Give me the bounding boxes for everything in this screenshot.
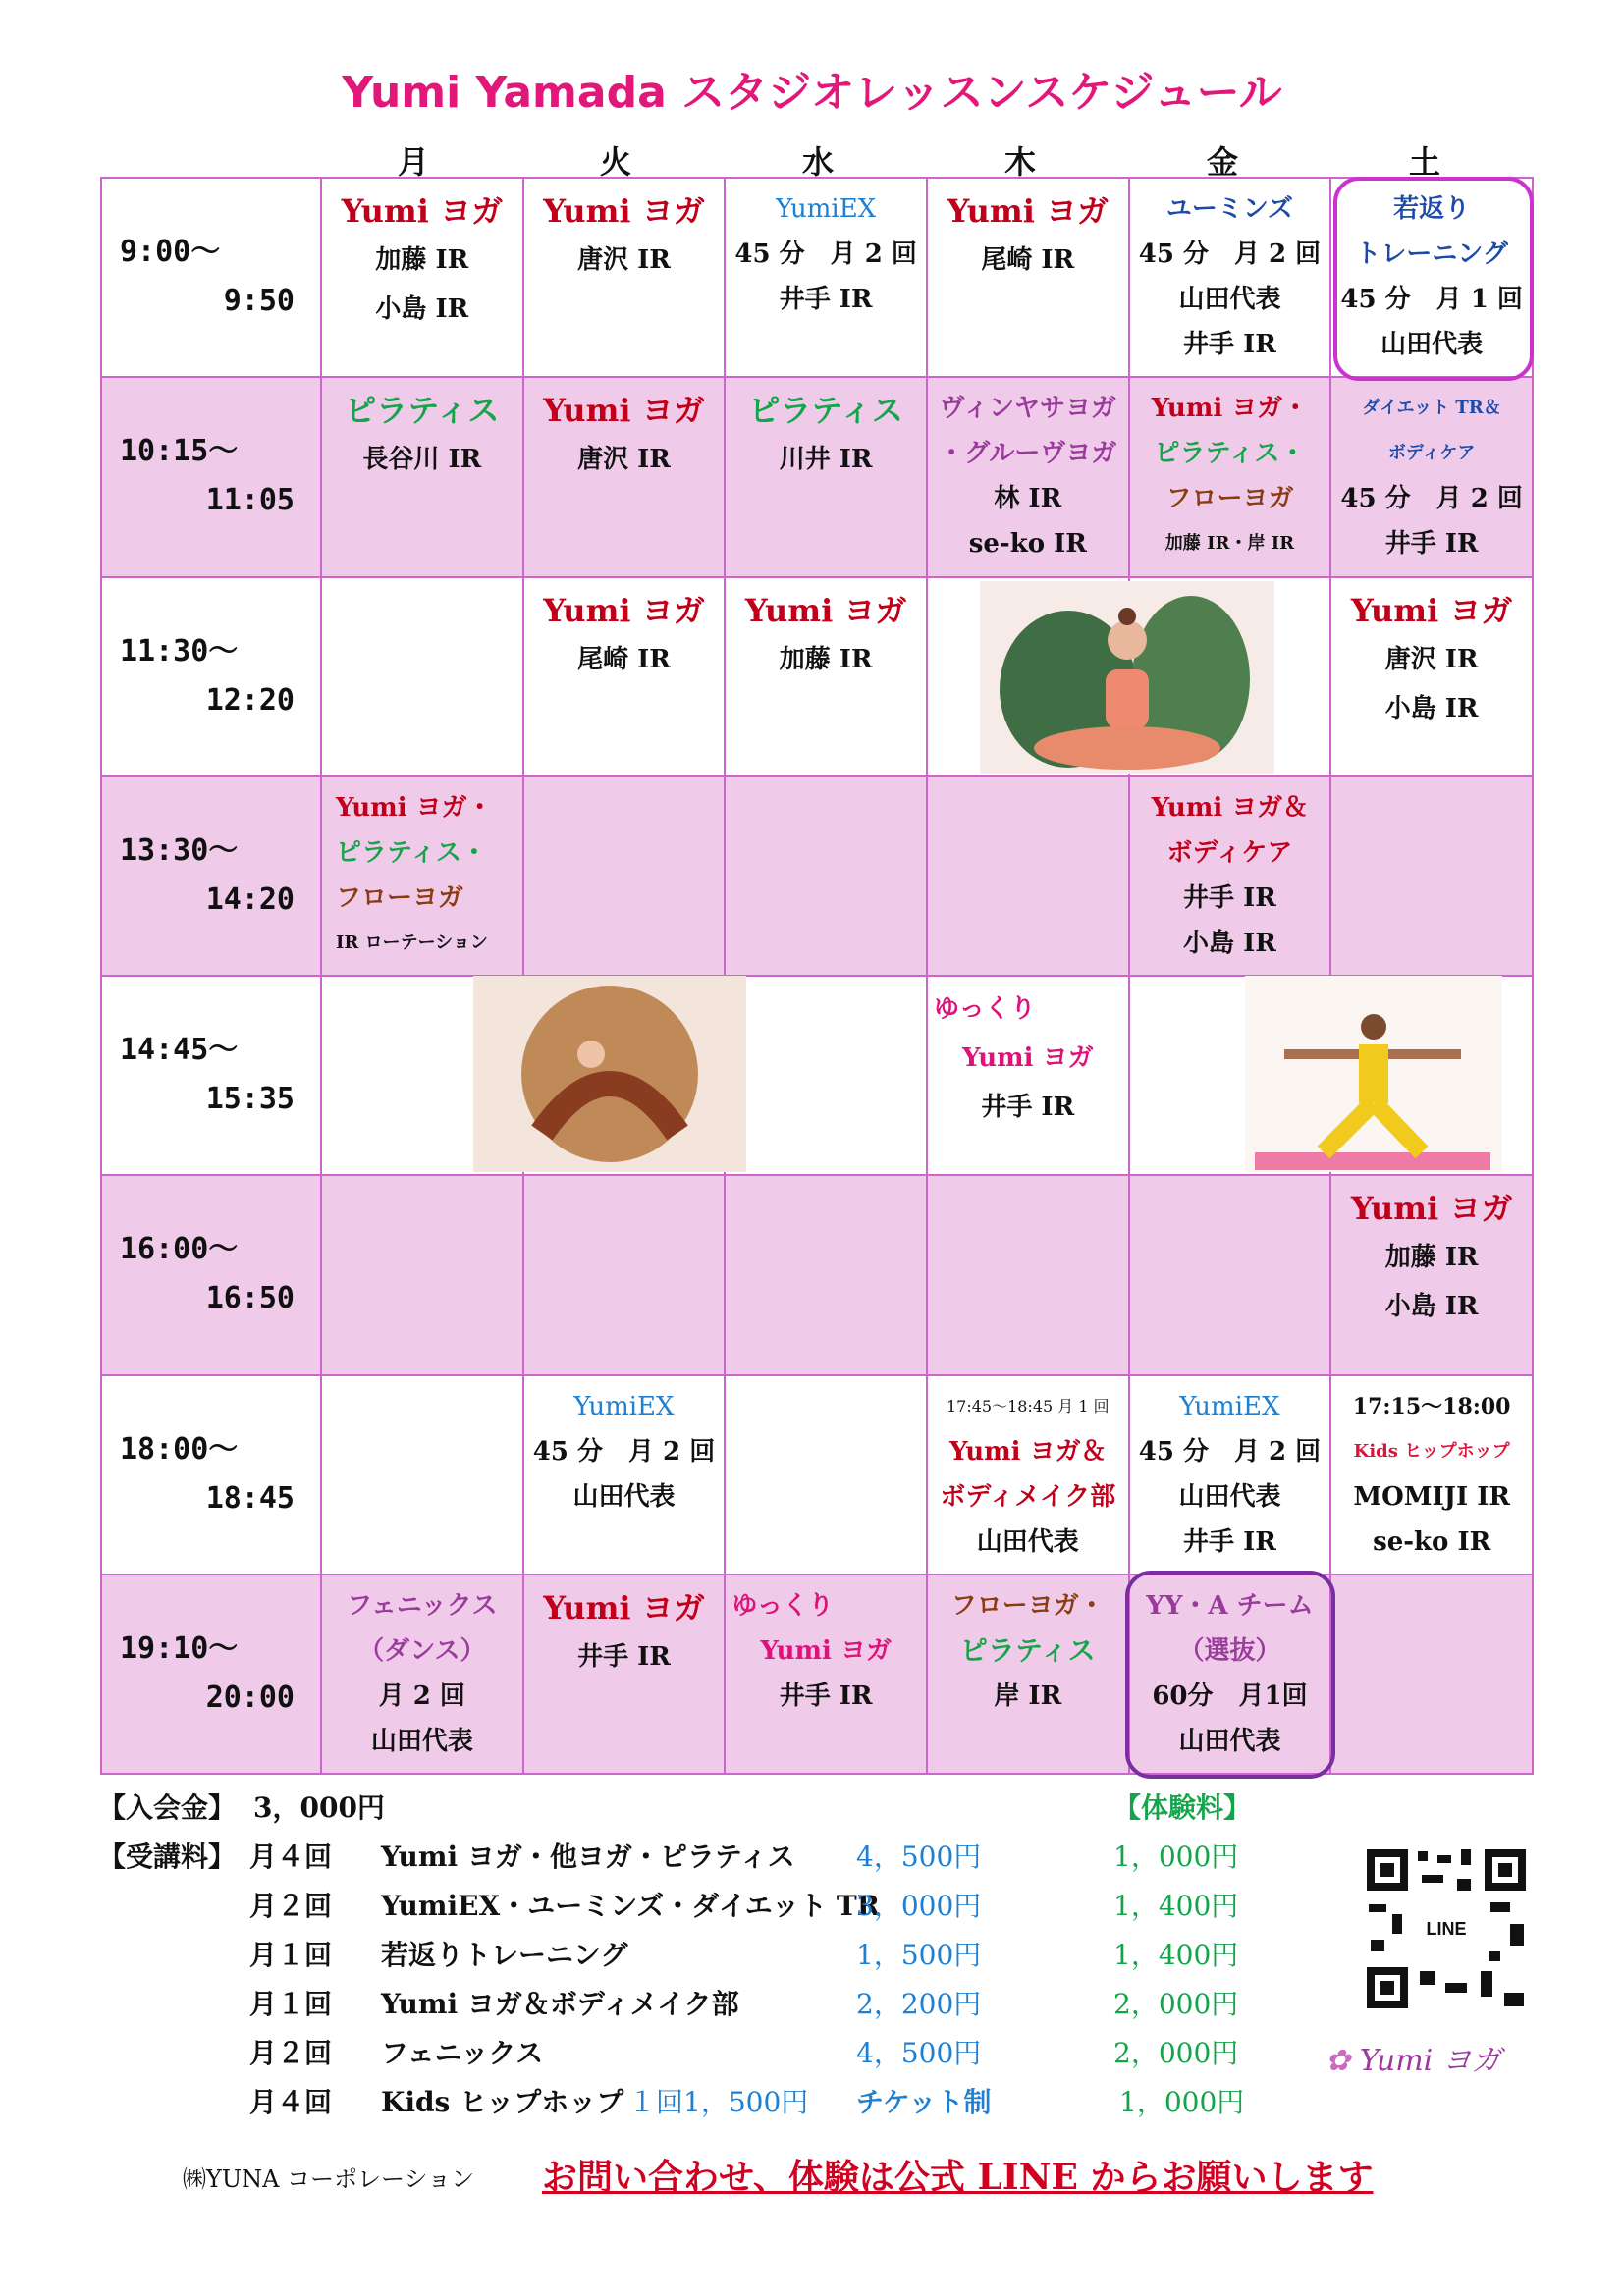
contact-cta[interactable]: お問い合わせ、体験は公式 LINE からお願いします xyxy=(542,2157,1374,2198)
instructor: 岸 IR xyxy=(994,1681,1062,1711)
lesson-name: ピラティス xyxy=(748,392,903,430)
instructor: MOMIJI IR xyxy=(1353,1481,1510,1512)
instructor: 山田代表 xyxy=(370,1726,473,1756)
lesson-name: （ダンス） xyxy=(358,1635,486,1666)
instructor: 川井 IR xyxy=(779,445,873,475)
instructor: 唐沢 IR xyxy=(577,445,671,475)
lesson-name: ピラティス xyxy=(959,1633,1096,1667)
lesson-name: Yumi ヨガ xyxy=(543,192,705,230)
lesson-cell xyxy=(321,1175,523,1374)
time-cell xyxy=(101,1375,321,1575)
fee-trial: 2，000円 xyxy=(1113,2037,1239,2069)
lesson-name: YumiEX xyxy=(1179,1391,1280,1421)
lesson-cell xyxy=(523,178,726,377)
entry-value: 3，000円 xyxy=(253,1791,385,1824)
table-row xyxy=(101,577,1533,776)
instructor: IR ローテーション xyxy=(336,932,488,953)
lesson-cell xyxy=(523,776,726,976)
instructor: 井手 IR xyxy=(779,1681,873,1711)
lesson-cell xyxy=(725,577,927,776)
entry-label: 【入会金】 xyxy=(98,1791,237,1824)
lesson-name: ・グルーヴヨガ xyxy=(939,439,1117,469)
instructor: 井手 IR xyxy=(1183,1526,1276,1557)
day-sat: 土 xyxy=(1408,143,1440,181)
lesson-cell xyxy=(725,1375,927,1575)
day-header xyxy=(0,137,1624,181)
day-tue: 火 xyxy=(599,143,631,181)
lesson-cell xyxy=(1330,577,1533,776)
fee-trial: 1，000円 xyxy=(1113,1841,1239,1873)
fee-price: 2，200円 xyxy=(856,1988,982,2020)
lesson-name: ボディケア xyxy=(1387,443,1476,464)
fee-price: チケット制 xyxy=(856,2086,992,2118)
lesson-name: YY・A チーム xyxy=(1146,1590,1314,1621)
instructor: 井手 IR xyxy=(1384,529,1479,560)
brand-logo xyxy=(1326,2036,1501,2079)
lesson-name: Yumi ヨガ xyxy=(341,192,504,230)
callout-frame xyxy=(1125,1571,1335,1779)
lesson-name: Yumi ヨガ xyxy=(543,392,705,430)
lesson-cell xyxy=(1129,776,1331,976)
fee-trial: 2，000円 xyxy=(1113,1988,1239,2020)
corporation-name: ㈱YUNA コーポレーション xyxy=(183,2165,475,2193)
table-row xyxy=(101,1375,1533,1575)
instructor: 小島 IR xyxy=(375,294,469,324)
lesson-info: 45 分 月 1 回 xyxy=(1340,285,1523,314)
lesson-name: YumiEX xyxy=(573,1391,675,1421)
lesson-cell xyxy=(523,1175,726,1374)
lesson-name: Yumi ヨガ＆ xyxy=(1151,792,1309,823)
lesson-info: 月 2 回 xyxy=(378,1681,465,1711)
fee-freq: 月４回 xyxy=(249,2086,333,2118)
yoga-pose-illustration-icon xyxy=(473,976,746,1172)
lesson-name: Yumi ヨガ・ xyxy=(1151,394,1309,424)
lesson-name: フェニックス xyxy=(347,1590,498,1621)
lesson-cell xyxy=(321,776,523,976)
lesson-info: 60分 月1回 xyxy=(1152,1681,1308,1711)
instructor: 加藤 IR xyxy=(779,644,873,674)
lesson-info: 45 分 月 2 回 xyxy=(1138,240,1322,269)
lesson-cell xyxy=(725,178,927,377)
time-cell xyxy=(101,1175,321,1374)
day-fri: 金 xyxy=(1206,143,1238,181)
day-thu: 木 xyxy=(1003,143,1036,181)
time-end: 12:20 xyxy=(205,682,295,718)
lesson-cell xyxy=(927,976,1129,1175)
time-end: 16:50 xyxy=(205,1281,295,1316)
instructor: se-ko IR xyxy=(968,529,1087,560)
lesson-cell xyxy=(1330,776,1533,976)
line-qr-code-icon[interactable] xyxy=(1363,1845,1530,2012)
lesson-info: 45 分 月 2 回 xyxy=(1340,484,1523,514)
time-end: 11:05 xyxy=(205,483,295,518)
lesson-info: 45 分 月 2 回 xyxy=(734,240,917,269)
lesson-info: 45 分 月 2 回 xyxy=(1138,1436,1322,1467)
lesson-name: Yumi ヨガ xyxy=(947,192,1110,230)
lesson-cell xyxy=(927,1575,1129,1774)
fee-freq: 月１回 xyxy=(249,1988,333,2020)
lesson-name: ボディケア xyxy=(1166,837,1293,868)
time-cell xyxy=(101,776,321,976)
instructor: 井手 IR xyxy=(981,1093,1075,1122)
time-start: 9:00〜 xyxy=(120,235,221,269)
fee-trial: 1，400円 xyxy=(1113,1939,1239,1971)
lesson-name: ピラティス xyxy=(345,392,500,430)
instructor: 小島 IR xyxy=(1384,1292,1479,1322)
fee-name: YumiEX・ユーミンズ・ダイエット TR xyxy=(381,1890,881,1922)
instructor: se-ko IR xyxy=(1373,1526,1491,1557)
lesson-name: Yumi ヨガ xyxy=(744,591,907,629)
lesson-name: ダイエット TR＆ xyxy=(1362,398,1501,419)
instructor: 山田代表 xyxy=(1178,1726,1281,1756)
time-cell xyxy=(101,1575,321,1774)
page-title: Yumi Yamada スタジオレッスンスケジュール xyxy=(342,68,1282,118)
fee-name: Kids ヒップホップ xyxy=(381,2086,624,2118)
lesson-cell xyxy=(927,1375,1129,1575)
lesson-name: Yumi ヨガ xyxy=(961,1043,1094,1073)
lesson-cell xyxy=(1330,1375,1533,1575)
instructor: 小島 IR xyxy=(1183,928,1276,958)
instructor: 井手 IR xyxy=(1183,330,1276,359)
fee-price: 4，500円 xyxy=(856,1841,982,1873)
time-cell xyxy=(101,976,321,1175)
lesson-name: 若返り xyxy=(1393,194,1471,224)
lesson-info: 45 分 月 2 回 xyxy=(532,1436,716,1467)
lesson-info: 17:15〜18:00 xyxy=(1352,1393,1511,1419)
fee-trial: 1，400円 xyxy=(1113,1890,1239,1922)
lesson-name: ゆっくり xyxy=(731,1590,835,1621)
lesson-cell xyxy=(927,776,1129,976)
lesson-name: ピラティス・ xyxy=(336,837,487,868)
lesson-cell xyxy=(1129,377,1331,576)
table-row xyxy=(101,776,1533,976)
trial-header: 【体験料】 xyxy=(1113,1791,1252,1824)
lesson-name: ユーミンズ xyxy=(1165,194,1294,224)
lesson-name: ヴィンヤサヨガ xyxy=(939,394,1117,424)
lesson-cell xyxy=(523,1575,726,1774)
lesson-cell xyxy=(1129,1175,1331,1374)
lesson-name: （選抜） xyxy=(1178,1635,1281,1666)
warrior-pose-illustration-icon xyxy=(1245,976,1502,1172)
time-start: 10:15〜 xyxy=(120,434,239,469)
lesson-cell xyxy=(1129,178,1331,377)
fee-price: 4，500円 xyxy=(856,2037,982,2069)
lesson-cell xyxy=(321,1375,523,1575)
lesson-cell xyxy=(523,1375,726,1575)
instructor: 尾崎 IR xyxy=(981,245,1075,275)
lesson-name: ゆっくり xyxy=(933,994,1036,1024)
logo-text: Yumi ヨガ xyxy=(1359,2044,1501,2078)
lesson-cell xyxy=(321,1575,523,1774)
instructor: 井手 IR xyxy=(577,1641,671,1672)
lotus-icon: ✿ xyxy=(1326,2044,1351,2078)
fee-name: Yumi ヨガ・他ヨガ・ピラティス xyxy=(381,1841,795,1873)
instructor: 山田代表 xyxy=(1178,285,1281,314)
callout-frame xyxy=(1333,177,1534,381)
time-start: 19:10〜 xyxy=(120,1630,239,1666)
fee-name: Yumi ヨガ＆ボディメイク部 xyxy=(381,1988,739,2020)
instructor: 井手 IR xyxy=(1183,882,1276,913)
instructor: 唐沢 IR xyxy=(577,245,671,275)
instructor: 小島 IR xyxy=(1384,693,1479,723)
lesson-name: フローヨガ・ xyxy=(950,1590,1105,1621)
lesson-name: Yumi ヨガ xyxy=(1350,1190,1513,1228)
fee-trial: 1，000円 xyxy=(1119,2086,1245,2118)
instructor: 山田代表 xyxy=(976,1526,1079,1557)
lesson-name: Kids ヒップホップ xyxy=(1353,1440,1510,1462)
lesson-cell xyxy=(927,377,1129,576)
day-wed: 水 xyxy=(801,143,834,181)
lesson-cell xyxy=(1330,1575,1533,1774)
lesson-cell xyxy=(725,976,927,1175)
lesson-cell xyxy=(725,377,927,576)
lesson-name: Yumi ヨガ xyxy=(543,591,705,629)
course-label: 【受講料】 xyxy=(98,1841,237,1873)
lesson-cell xyxy=(321,377,523,576)
instructor: 長谷川 IR xyxy=(362,445,482,475)
lesson-info: 17:45〜18:45 月 1 回 xyxy=(946,1396,1110,1415)
lesson-name: Yumi ヨガ xyxy=(543,1588,705,1627)
lesson-cell xyxy=(321,178,523,377)
fee-name: フェニックス xyxy=(381,2037,544,2069)
fee-price: 3，000円 xyxy=(856,1890,982,1922)
lesson-cell xyxy=(1129,1375,1331,1575)
lesson-name: Yumi ヨガ xyxy=(760,1635,892,1666)
lesson-name: ボディメイク部 xyxy=(940,1481,1116,1512)
lesson-cell xyxy=(927,1175,1129,1374)
lesson-cell xyxy=(1330,377,1533,576)
fee-freq: 月１回 xyxy=(249,1939,333,1971)
instructor: 井手 IR xyxy=(779,285,873,314)
lesson-name: ピラティス・ xyxy=(1154,439,1306,469)
time-start: 11:30〜 xyxy=(120,633,239,668)
day-mon: 月 xyxy=(397,143,429,181)
lesson-cell xyxy=(725,776,927,976)
lesson-name: フローヨガ xyxy=(336,882,464,913)
lesson-name: Yumi ヨガ・ xyxy=(336,792,493,823)
lesson-cell xyxy=(523,377,726,576)
lesson-name: YumiEX xyxy=(776,194,877,224)
lesson-cell xyxy=(725,1575,927,1774)
lesson-name: フローヨガ xyxy=(1165,484,1294,514)
instructor: 唐沢 IR xyxy=(1384,644,1479,674)
lesson-cell xyxy=(725,1175,927,1374)
table-row xyxy=(101,1175,1533,1374)
fee-freq: 月２回 xyxy=(249,1890,333,1922)
time-end: 18:45 xyxy=(205,1480,295,1516)
time-start: 13:30〜 xyxy=(120,832,239,868)
time-end: 9:50 xyxy=(223,284,295,318)
qr-line-label: LINE xyxy=(1426,1919,1467,1939)
time-cell xyxy=(101,377,321,576)
lesson-cell xyxy=(1330,1175,1533,1374)
lesson-cell xyxy=(927,178,1129,377)
fee-price: 1，500円 xyxy=(856,1939,982,1971)
time-start: 18:00〜 xyxy=(120,1431,239,1467)
time-cell xyxy=(101,178,321,377)
fee-extra: １回1，500円 xyxy=(628,2086,809,2118)
time-end: 14:20 xyxy=(205,881,295,917)
time-start: 16:00〜 xyxy=(120,1232,239,1267)
fee-freq: 月２回 xyxy=(249,2037,333,2069)
instructor: 尾崎 IR xyxy=(577,644,671,674)
instructor: 林 IR xyxy=(994,484,1062,514)
lesson-name: トレーニング xyxy=(1355,240,1508,269)
time-start: 14:45〜 xyxy=(120,1033,239,1067)
lesson-cell xyxy=(523,577,726,776)
table-row xyxy=(101,178,1533,377)
instructor: 加藤 IR・岸 IR xyxy=(1164,533,1295,555)
lesson-cell xyxy=(321,577,523,776)
instructor: 山田代表 xyxy=(572,1481,676,1512)
table-row xyxy=(101,377,1533,576)
instructor: 山田代表 xyxy=(1178,1481,1281,1512)
time-end: 15:35 xyxy=(205,1082,295,1116)
instructor: 加藤 IR xyxy=(1384,1243,1479,1273)
fee-freq: 月４回 xyxy=(249,1841,333,1873)
time-cell xyxy=(101,577,321,776)
instructor: 山田代表 xyxy=(1380,330,1484,359)
lesson-name: Yumi ヨガ xyxy=(1350,591,1513,629)
time-end: 20:00 xyxy=(205,1680,295,1715)
instructor: 加藤 IR xyxy=(375,245,469,275)
fee-name: 若返りトレーニング xyxy=(381,1939,628,1971)
lesson-name: Yumi ヨガ＆ xyxy=(948,1436,1107,1467)
meditation-illustration-icon xyxy=(980,581,1274,774)
